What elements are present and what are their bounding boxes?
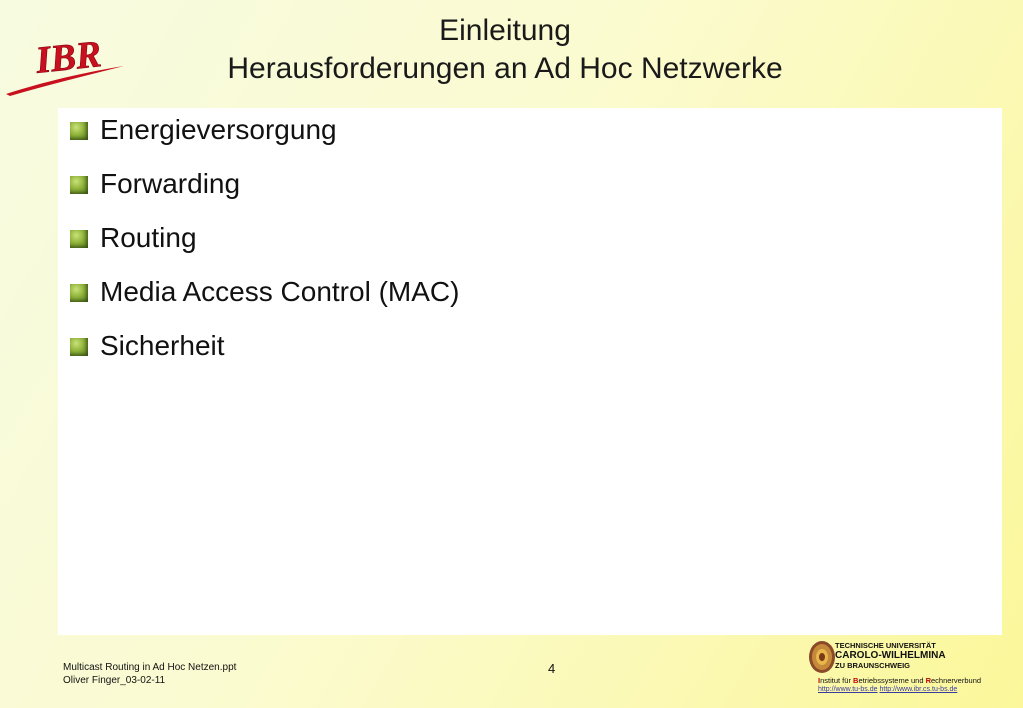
bullet-text: Forwarding bbox=[100, 168, 241, 199]
university-branding bbox=[808, 640, 1008, 700]
bullet-list bbox=[70, 112, 459, 382]
bullet-square-icon bbox=[70, 176, 88, 194]
bullet-item bbox=[70, 112, 459, 166]
institute-initial: R bbox=[925, 676, 931, 685]
tu-link[interactable]: http://www.tu-bs.de bbox=[818, 686, 878, 693]
footer-author: Oliver Finger_03-02-11 bbox=[63, 675, 166, 686]
bullet-text: Routing bbox=[100, 222, 197, 253]
ibr-link[interactable]: http://www.ibr.cs.tu-bs.de bbox=[879, 686, 958, 693]
institute-initial: I bbox=[818, 676, 821, 685]
title-line-2: Herausforderungen an Ad Hoc Netzwerke bbox=[227, 52, 783, 85]
university-line-2: CAROLO-WILHELMINA bbox=[835, 650, 946, 661]
bullet-square-icon bbox=[70, 338, 88, 356]
bullet-item bbox=[70, 166, 459, 220]
bullet-item bbox=[70, 220, 459, 274]
content-panel bbox=[58, 108, 1002, 635]
bullet-square-icon bbox=[70, 230, 88, 248]
bullet-text: Media Access Control (MAC) bbox=[100, 276, 460, 307]
institute-text: echnerverbund bbox=[931, 676, 982, 685]
ibr-logo bbox=[4, 30, 126, 100]
slide-title bbox=[110, 12, 900, 88]
bullet-text: Sicherheit bbox=[100, 330, 225, 361]
bullet-item bbox=[70, 328, 459, 382]
institute-name bbox=[818, 676, 981, 685]
institute-text: nstitut für bbox=[820, 676, 854, 685]
bullet-item bbox=[70, 274, 459, 328]
university-seal-icon bbox=[808, 640, 836, 674]
footer-info bbox=[63, 661, 236, 687]
university-line-1: TECHNISCHE UNIVERSITÄT bbox=[835, 641, 936, 650]
ibr-logo-text: IBR bbox=[33, 33, 104, 82]
page-number: 4 bbox=[548, 661, 556, 676]
institute-initial: B bbox=[853, 676, 859, 685]
bullet-square-icon bbox=[70, 284, 88, 302]
bullet-text: Energieversorgung bbox=[100, 114, 337, 145]
institute-text: etriebssysteme und bbox=[858, 676, 926, 685]
university-links bbox=[818, 686, 957, 693]
title-line-1: Einleitung bbox=[439, 14, 571, 47]
university-line-3: ZU BRAUNSCHWEIG bbox=[835, 661, 910, 670]
footer-filename: Multicast Routing in Ad Hoc Netzen.ppt bbox=[63, 662, 237, 673]
bullet-square-icon bbox=[70, 122, 88, 140]
